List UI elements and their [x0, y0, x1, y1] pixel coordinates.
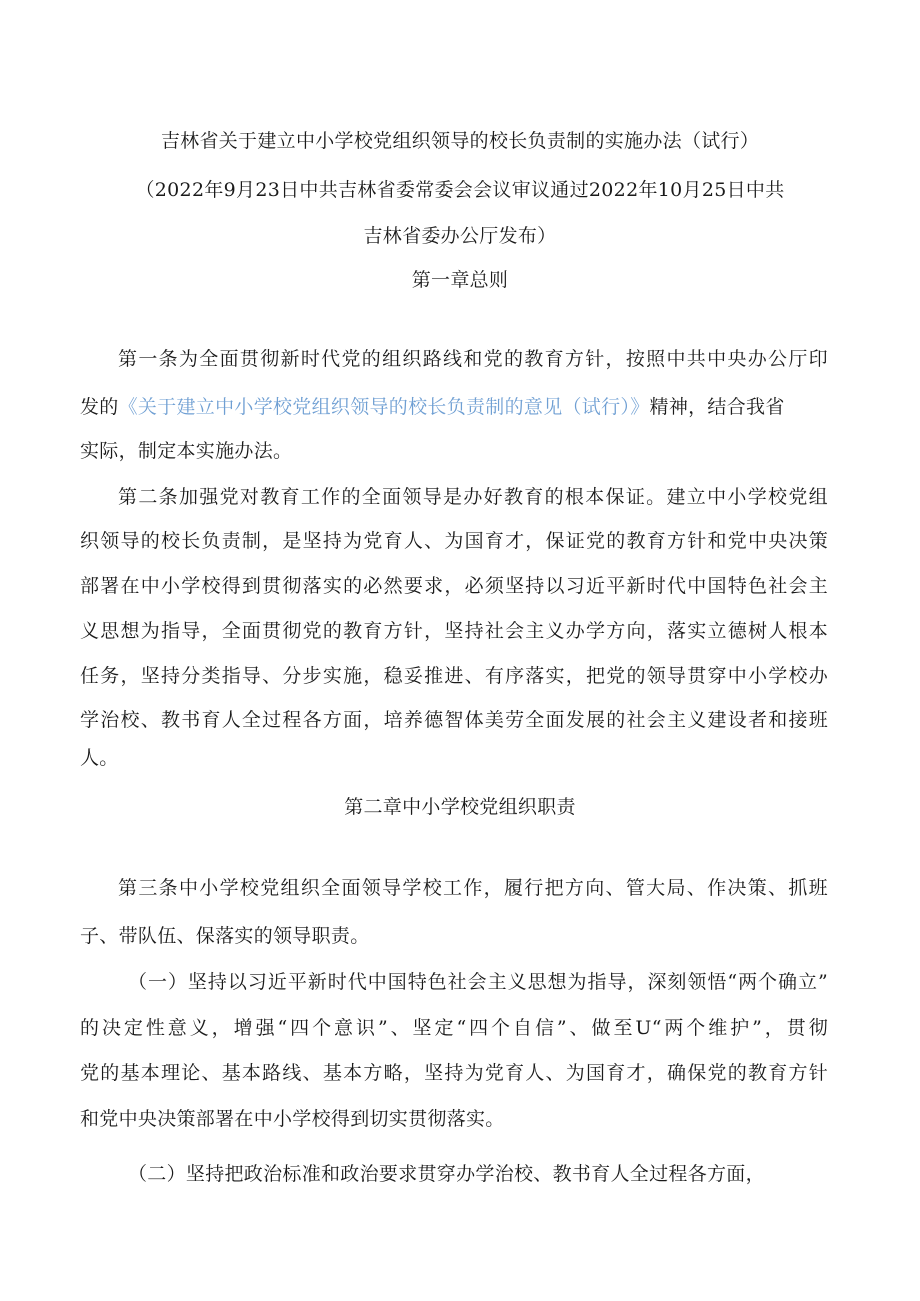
item-1-line-2: 的决定性意义，增强“四个意识”、坚定“四个自信”、做至U“两个维护”，贯彻	[80, 1017, 828, 1039]
article-3-line-1: 第三条中小学校党组织全面领导学校工作，履行把方向、管大局、作决策、抓班	[118, 877, 828, 899]
document-subtitle-line-2: 吉林省委办公厅发布）	[363, 225, 557, 247]
item-1-line-4: 和党中央决策部署在中小学校得到切实贯彻落实。	[80, 1108, 505, 1130]
article-1-line-1: 第一条为全面贯彻新时代党的组织路线和党的教育方针，按照中共中央办公厅印	[118, 348, 828, 370]
document-subtitle-line-1: （2022年9月23日中共吉林省委常委会会议审议通过2022年10月25日中共	[135, 179, 785, 201]
article-2-line-7: 人。	[80, 747, 119, 769]
item-1-line-1: （一）坚持以习近平新时代中国特色社会主义思想为指导，深刻领悟“两个确立”	[128, 971, 828, 993]
document-title: 吉林省关于建立中小学校党组织领导的校长负责制的实施办法（试行）	[160, 130, 760, 152]
article-1-line-2-pre: 发的	[80, 396, 119, 418]
item-1-line-3: 党的基本理论、基本路线、基本方略，坚持为党育人、为国育才，确保党的教育方针	[80, 1062, 828, 1084]
article-2-line-1: 第二条加强党对教育工作的全面领导是办好教育的根本保证。建立中小学校党组	[118, 486, 828, 508]
referenced-document-link[interactable]: 《关于建立中小学校党组织领导的校长负责制的意见（试行）》	[118, 396, 650, 418]
chapter-2-heading: 第二章中小学校党组织职责	[344, 796, 576, 818]
item-2-line-1: （二）坚持把政治标准和政治要求贯穿办学治校、教书育人全过程各方面，	[128, 1163, 765, 1185]
article-2-line-2: 织领导的校长负责制，是坚持为党育人、为国育才，保证党的教育方针和党中央决策	[80, 530, 828, 552]
article-2-line-3: 部署在中小学校得到贯彻落实的必然要求，必须坚持以习近平新时代中国特色社会主	[80, 575, 828, 597]
article-3-line-2: 子、带队伍、保落实的领导职责。	[80, 925, 370, 947]
article-2-line-4: 义思想为指导，全面贯彻党的教育方针，坚持社会主义办学方向，落实立德树人根本	[80, 620, 828, 642]
article-1-line-2-post: 精神，结合我省	[649, 396, 785, 418]
article-2-line-5: 任务，坚持分类指导、分步实施，稳妥推进、有序落实，把党的领导贯穿中小学校办	[80, 665, 828, 687]
article-2-line-6: 学治校、教书育人全过程各方面，培养德智体美劳全面发展的社会主义建设者和接班	[80, 709, 828, 731]
chapter-1-heading: 第一章总则	[411, 269, 509, 291]
article-1-line-3: 实际，制定本实施办法。	[80, 440, 293, 462]
article-1-line-2	[80, 394, 828, 420]
